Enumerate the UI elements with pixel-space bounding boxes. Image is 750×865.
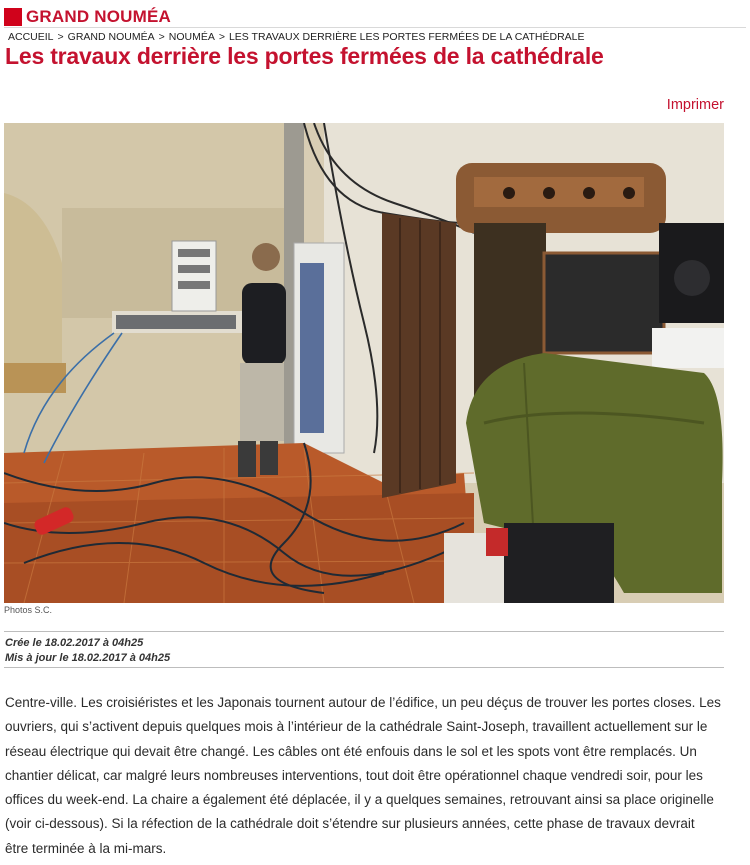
section-title[interactable]: GRAND NOUMÉA xyxy=(26,7,172,26)
meta-divider-top xyxy=(4,631,724,632)
photo-caption: Photos S.C. xyxy=(4,605,53,615)
breadcrumb-separator: > xyxy=(158,31,165,43)
section-divider xyxy=(4,27,746,28)
meta-divider-bottom xyxy=(4,667,724,668)
breadcrumb-current: LES TRAVAUX DERRIÈRE LES PORTES FERMÉES DE LA CATHÉDRALE xyxy=(228,31,585,43)
updated-date: Mis à jour le 18.02.2017 à 04h25 xyxy=(5,652,171,664)
article-title: Les travaux derrière les portes fermées de la cathédrale xyxy=(5,43,604,69)
section-header[interactable] xyxy=(4,6,171,28)
breadcrumb-home[interactable]: ACCUEIL xyxy=(8,31,54,43)
created-date: Crée le 18.02.2017 à 04h25 xyxy=(5,637,144,649)
article-photo xyxy=(4,123,724,603)
breadcrumb-noumea[interactable]: NOUMÉA xyxy=(168,31,215,43)
breadcrumb xyxy=(8,31,585,43)
breadcrumb-separator: > xyxy=(218,31,225,43)
print-link[interactable]: Imprimer xyxy=(666,97,724,113)
breadcrumb-separator: > xyxy=(57,31,64,43)
section-marker-icon xyxy=(4,8,22,26)
article-body: Centre-ville. Les croisiéristes et les Japonais tournent autour de l’édifice, un peu déçus de trouver les portes closes. Les ouvriers, qui s’activent depuis quelques mois à l’intérieur de la cathédrale Saint-Joseph, travaillent actuellement sur le réseau électrique qui devait être changé. Les câbles ont été enfouis dans le sol et les spots vont être remplacés. Un chantier délicat, car malgré leurs nombreuses interventions, tout doit être opérationnel chaque vendredi soir, pour les offices du week-end. La chaire a également été déplacée, il y a quelques semaines, retrouvant ainsi sa place originelle (voir ci-dessous). Si la réfection de la cathédrale doit s’étendre sur plusieurs années, cette phase de travaux devrait être terminée à la mi-mars. xyxy=(5,695,721,856)
breadcrumb-grand-noumea[interactable]: GRAND NOUMÉA xyxy=(67,31,155,43)
